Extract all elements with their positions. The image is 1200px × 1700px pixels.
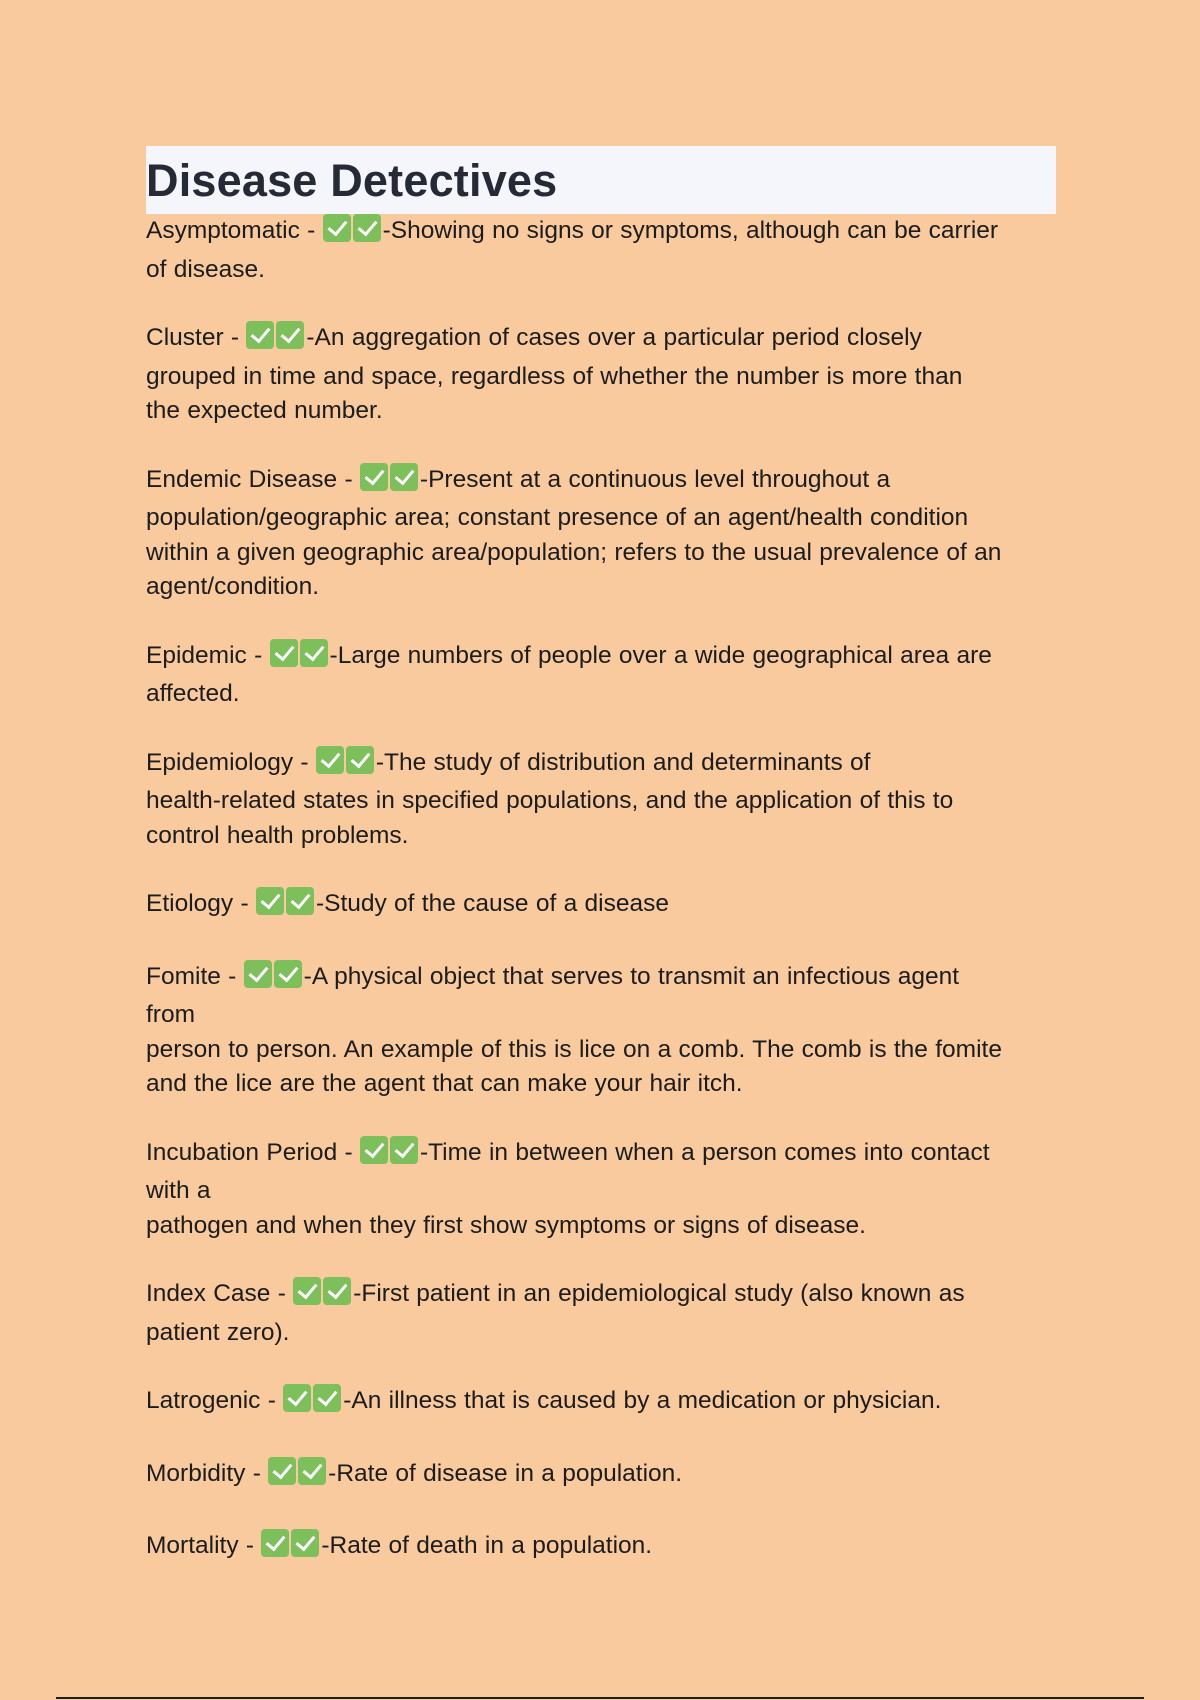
check-mark-icon xyxy=(316,746,344,774)
check-mark-icon xyxy=(293,1277,321,1305)
entry-line xyxy=(146,639,1056,678)
check-mark-icon xyxy=(246,321,274,349)
check-mark-pair xyxy=(261,1529,321,1568)
entry-definition: -Showing no signs or symptoms, although can be carrier xyxy=(382,217,999,244)
glossary-entry xyxy=(146,1529,1056,1568)
glossary-list xyxy=(146,214,1056,1568)
entry-term: Epidemiology - xyxy=(146,748,316,776)
check-mark-icon xyxy=(256,887,284,915)
check-mark-icon xyxy=(313,1384,341,1412)
document-page xyxy=(146,146,1056,1602)
page-divider xyxy=(56,1697,1144,1699)
check-mark-icon xyxy=(274,960,302,988)
entry-term: Morbidity - xyxy=(146,1459,269,1487)
entry-definition: -Rate of death in a population. xyxy=(321,1532,653,1559)
entry-line: patient zero). xyxy=(146,1318,290,1346)
entry-term: Index Case - xyxy=(146,1280,294,1307)
check-mark-icon xyxy=(300,639,328,667)
entry-term: Cluster - xyxy=(146,324,247,351)
entry-definition: -Time in between when a person comes into contact xyxy=(419,1138,990,1166)
check-mark-pair xyxy=(360,463,420,502)
glossary-entry xyxy=(146,463,1056,605)
entry-definition: -Large numbers of people over a wide geographical area are xyxy=(329,641,992,669)
glossary-entry xyxy=(146,321,1056,429)
check-mark-icon xyxy=(270,639,298,667)
check-mark-pair xyxy=(256,887,316,926)
check-mark-icon xyxy=(360,1136,388,1164)
entry-definition: -Rate of disease in a population. xyxy=(328,1459,683,1487)
glossary-entry xyxy=(146,887,1056,926)
entry-line xyxy=(146,214,1056,253)
glossary-entry xyxy=(146,214,1056,287)
entry-definition: -Present at a continuous level throughout a xyxy=(419,465,891,493)
entry-line xyxy=(146,1384,1056,1423)
glossary-entry xyxy=(146,746,1056,854)
entry-line xyxy=(146,746,1056,785)
entry-term: Endemic Disease - xyxy=(146,465,360,493)
check-mark-icon xyxy=(390,1136,418,1164)
entry-line: grouped in time and space, regardless of whether the number is more than xyxy=(146,362,963,390)
entry-definition: -An illness that is caused by a medication or physician. xyxy=(343,1387,942,1414)
entry-line xyxy=(146,1457,1056,1496)
check-mark-icon xyxy=(291,1529,319,1557)
check-mark-icon xyxy=(244,960,272,988)
entry-term: Epidemic - xyxy=(146,641,270,669)
entry-line xyxy=(146,960,1056,999)
entry-definition: -The study of distribution and determinants of xyxy=(375,748,871,776)
entry-definition: -A physical object that serves to transmit an infectious agent xyxy=(303,962,960,990)
check-mark-icon xyxy=(261,1529,289,1557)
entry-definition: -An aggregation of cases over a particular period closely xyxy=(306,324,922,351)
check-mark-icon xyxy=(298,1457,326,1485)
check-mark-icon xyxy=(323,1277,351,1305)
glossary-entry xyxy=(146,960,1056,1102)
check-mark-icon xyxy=(276,321,304,349)
check-mark-icon xyxy=(323,214,351,242)
check-mark-pair xyxy=(244,960,304,999)
entry-line xyxy=(146,1136,1056,1175)
glossary-entry xyxy=(146,639,1056,712)
check-mark-icon xyxy=(346,746,374,774)
entry-term: Fomite - xyxy=(146,962,244,990)
glossary-entry xyxy=(146,1136,1056,1244)
entry-line: affected. xyxy=(146,680,240,707)
entry-line: with a xyxy=(146,1177,211,1204)
entry-line xyxy=(146,463,1056,502)
entry-line xyxy=(146,321,1056,360)
check-mark-pair xyxy=(283,1384,343,1423)
check-mark-pair xyxy=(268,1457,328,1496)
entry-line: population/geographic area; constant presence of an agent/health condition xyxy=(146,504,969,531)
check-mark-icon xyxy=(390,463,418,491)
check-mark-pair xyxy=(360,1136,420,1175)
entry-line xyxy=(146,1529,1056,1568)
entry-definition: -Study of the cause of a disease xyxy=(315,890,669,917)
entry-line xyxy=(146,887,1056,926)
entry-line: pathogen and when they first show symptoms or signs of disease. xyxy=(146,1211,866,1239)
check-mark-pair xyxy=(323,214,383,253)
glossary-entry xyxy=(146,1457,1056,1496)
entry-line: control health problems. xyxy=(146,821,409,849)
entry-line: health-related states in specified populations, and the application of this to xyxy=(146,787,954,814)
check-mark-pair xyxy=(316,746,376,785)
page-title: Disease Detectives xyxy=(146,154,558,206)
check-mark-icon xyxy=(286,887,314,915)
check-mark-pair xyxy=(246,321,306,360)
entry-line: agent/condition. xyxy=(146,573,319,600)
entry-term: Mortality - xyxy=(146,1532,262,1559)
check-mark-icon xyxy=(268,1457,296,1485)
entry-line: of disease. xyxy=(146,255,265,283)
entry-line: person to person. An example of this is lice on a comb. The comb is the fomite xyxy=(146,1035,1002,1063)
entry-line: and the lice are the agent that can make your hair itch. xyxy=(146,1070,743,1097)
check-mark-icon xyxy=(283,1384,311,1412)
entry-term: Asymptomatic - xyxy=(146,217,323,244)
check-mark-pair xyxy=(270,639,330,678)
glossary-entry xyxy=(146,1384,1056,1423)
entry-term: Incubation Period - xyxy=(146,1138,360,1166)
entry-line: from xyxy=(146,1001,195,1028)
check-mark-icon xyxy=(353,214,381,242)
check-mark-icon xyxy=(360,463,388,491)
entry-definition: -First patient in an epidemiological study (also known as xyxy=(353,1280,965,1307)
entry-term: Latrogenic - xyxy=(146,1387,284,1414)
title-bar xyxy=(146,146,1056,214)
entry-line: the expected number. xyxy=(146,397,383,424)
check-mark-pair xyxy=(293,1277,353,1316)
entry-line xyxy=(146,1277,1056,1316)
glossary-entry xyxy=(146,1277,1056,1350)
entry-line: within a given geographic area/population; refers to the usual prevalence of an xyxy=(146,538,1002,566)
entry-term: Etiology - xyxy=(146,890,256,917)
